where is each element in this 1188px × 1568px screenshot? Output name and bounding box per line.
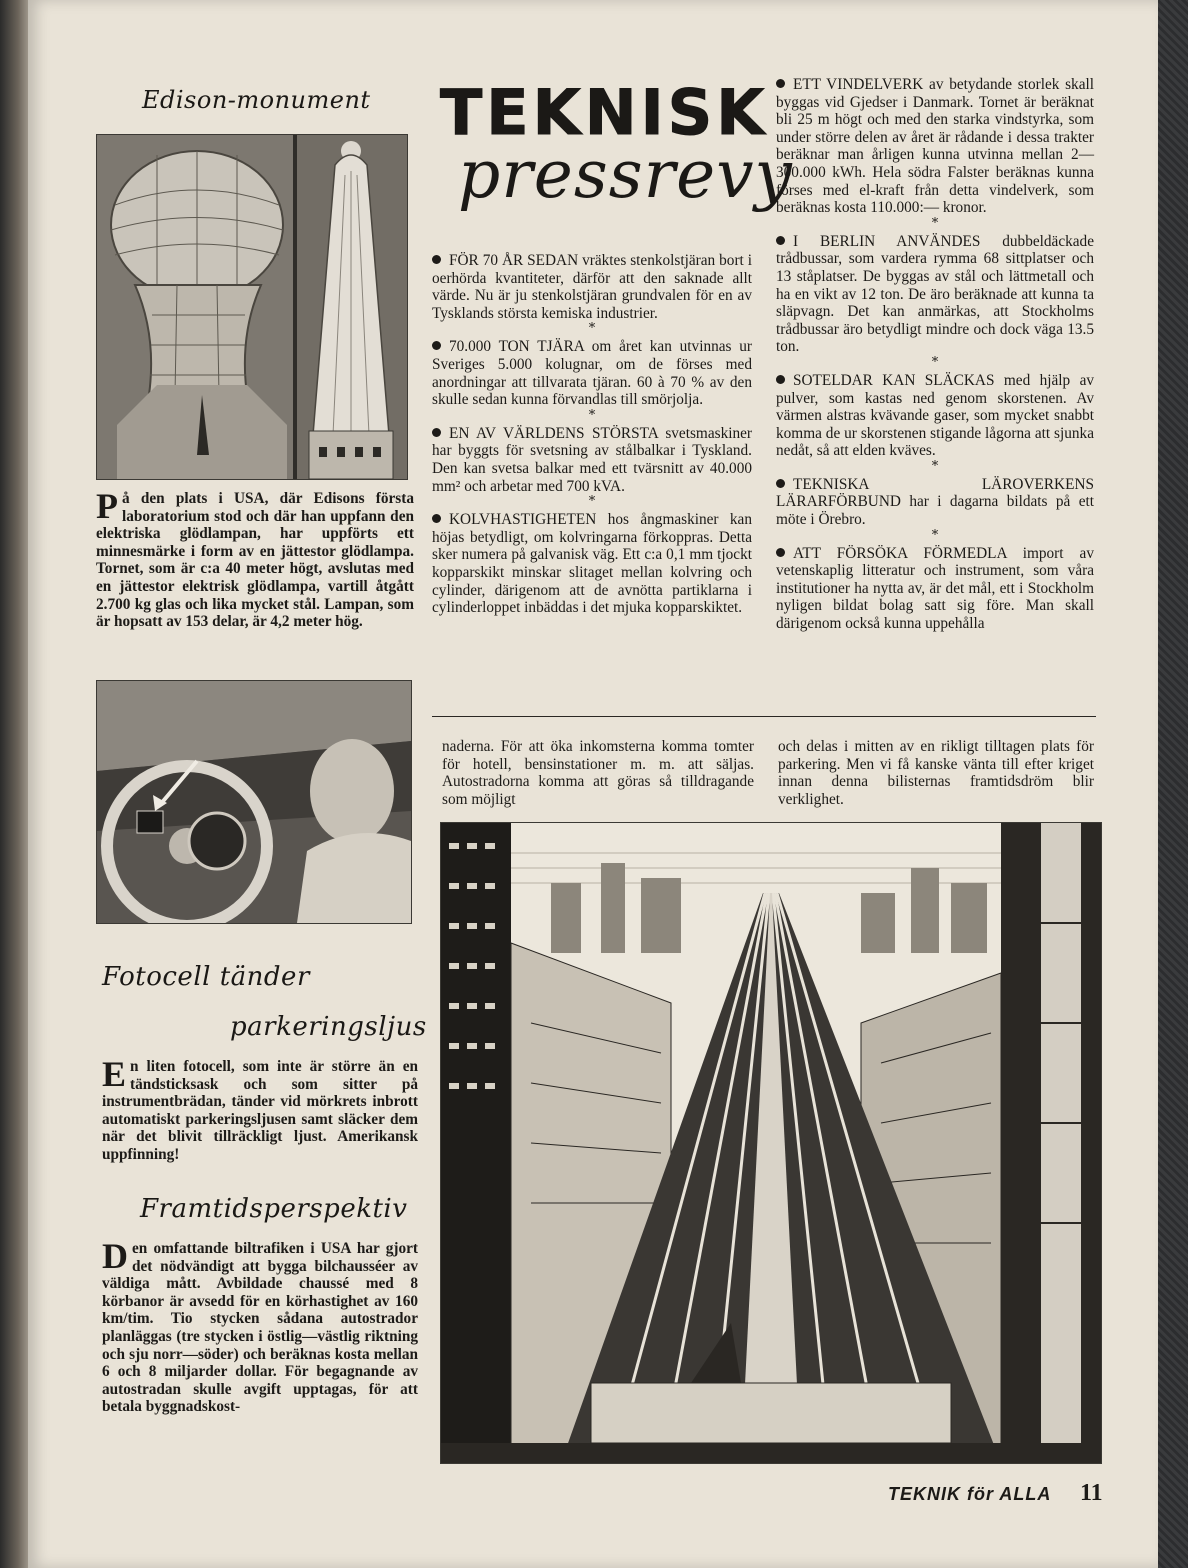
news-item — [432, 338, 752, 408]
news-lead: 70.000 TON TJÄRA — [449, 338, 584, 356]
masthead-title: TEKNISK — [440, 76, 769, 149]
edison-body: å den plats i USA, där Edisons första laboratorium stod och där han uppfann den elektriska glödlampan, har uppförts ett minnesmärke i form av en jättestor glödlampa. Tornet, som är c:a 40 meter högt, avslutas med en jättestor elektrisk glödlampa, vartill åtgått 2.700 kg glas och lika mycket stål. Lampan, som är hopsatt av 153 delar, är 4,2 meter hög. — [96, 490, 414, 631]
edison-dropcap: P — [96, 486, 118, 526]
fotocell-text — [102, 1054, 418, 1164]
framtid-dropcap: D — [102, 1236, 128, 1276]
news-lead: ATT FÖRSÖKA FÖRMEDLA — [793, 544, 1007, 562]
bullet-icon — [432, 341, 441, 350]
news-text: med hjälp av pulver, som kastas ned genom skorstenen. Av värmen alstras kvävande gaser, som mycket snabbt komma de ur skorstenen stigande lågorna att sjunka nedåt, så att elden kväves. — [776, 371, 1095, 460]
news-column-middle — [432, 252, 752, 617]
news-lead: TEKNISKA LÄROVERKENS LÄRARFÖRBUND — [776, 475, 1094, 511]
bullet-icon — [776, 479, 785, 488]
news-item — [776, 233, 1094, 356]
separator: * — [588, 407, 596, 423]
news-item — [776, 476, 1094, 529]
news-text: import av vetenskaplig litteratur och instrument, som våra institutioner ha nytta av, är det mål, ett i Stockholm nyligen bildat bolag satt sig före. Man skall därigenom också kunna uppehålla — [776, 544, 1094, 633]
masthead-subtitle: pressrevy — [458, 136, 793, 213]
framtid-text — [102, 1236, 418, 1416]
fotocell-title-line2: parkeringsljus — [230, 1012, 427, 1042]
fotocell-dropcap: E — [102, 1054, 127, 1094]
bullet-icon — [776, 236, 785, 245]
news-item — [776, 372, 1094, 460]
news-text: har i dagarna bildats på ett möte i Örebro. — [776, 493, 1094, 529]
news-item — [432, 252, 752, 322]
bullet-icon — [432, 428, 441, 437]
news-item — [432, 511, 752, 617]
bullet-icon — [776, 79, 785, 88]
news-text: hos ångmaskiner kan höjas betydligt, om kolvringarna förkoppras. Detta sker numera på galvanisk väg. Ett c:a 0,1 mm tjockt kopparskikt minskar slitaget mellan kolvring och cylinder, därigenom att de avnötta partiklarna i cylinderloppet inbäddas i det mjuka kopparskiktet. — [432, 511, 752, 617]
scan-left-edge — [0, 0, 30, 1568]
framtid-body: en omfattande biltrafiken i USA har gjort det nödvändigt att bygga bilchausséer av väldiga mått. Avbildade chaussé med 8 körbanor är avsedd för en körhastighet av 160 km/tim. Tio stycken sådana autostrador planläggas (tre stycken i östlig—västlig riktning och sju norr—söder) och beräknas kosta mellan 6 och 8 miljarder dollar. För begagnande av autostradan skulle avgift upptagas, för att betala byggnadskost- — [102, 1240, 418, 1416]
news-lead: SOTELDAR KAN SLÄCKAS — [793, 371, 995, 389]
bullet-icon — [432, 514, 441, 523]
bullet-icon — [432, 255, 441, 264]
news-text: vräktes stenkolstjäran bort i oerhörda kvantiteter, därför att den saknade allt värde. Nu är ju stenkolstjäran grundvalen för en av Tysklands största kemiska industrier. — [432, 252, 752, 322]
news-text: av betydande storlek skall byggas vid Gjedser i Danmark. Tornet är beräknat bli 25 m högt och med den starka vindstyrka, som under större delen av året är rådande i dessa trakter beräknar man årligen kunna utvinna mellan 2—300.000 kWh. Hela södra Falster beräknas kunna förses med el-kraft från detta vindelverk, som beräknas kosta 110.000:— kronor. — [776, 76, 1094, 217]
framtid-title: Framtidsperspektiv — [140, 1194, 408, 1224]
separator: * — [931, 458, 939, 474]
framtid-continuation-right: och delas i mitten av en rikligt tilltagen plats för parkering. Men vi få kanske vänta till efter kriget innan denna bilisternas framtidsdröm blir verklighet. — [778, 738, 1094, 808]
news-text: svetsmaskiner har byggts för svetsning av stålbalkar i Tyskland. Den kan svetsa balkar med ett tvärsnitt av 40.000 mm² och arbetar med 700 kVA. — [432, 424, 752, 495]
autostrada-drawing — [441, 823, 1101, 1463]
bullet-icon — [776, 375, 785, 384]
scan-background — [1158, 0, 1188, 1568]
edison-monument-photo — [96, 134, 408, 480]
framtid-continuation-middle: naderna. För att öka inkomsterna komma tomter för hotell, bensinstationer m. m. att säljas. Autostradorna komma att göras så tilldragande som möjligt — [442, 738, 754, 808]
news-lead: KOLVHASTIGHETEN — [449, 511, 597, 529]
column-rule — [432, 716, 1096, 717]
news-item — [776, 545, 1094, 633]
fotocell-body: n liten fotocell, som inte är större än en tändsticksask och som sitter på instrumentbrädan, tänder vid mörkrets inbrott automatiskt parkeringsljusen samt släcker dem när det blivit tillräckligt ljust. Amerikansk uppfinning! — [102, 1058, 418, 1163]
news-lead: I BERLIN ANVÄNDES — [793, 232, 981, 250]
news-column-right — [776, 76, 1094, 633]
bullet-icon — [776, 548, 785, 557]
edison-title: Edison-monument — [142, 86, 371, 114]
news-lead: ETT VINDELVERK — [793, 76, 924, 93]
news-lead: EN AV VÄRLDENS STÖRSTA — [449, 424, 658, 442]
news-item — [776, 76, 1094, 217]
edison-text — [96, 486, 414, 631]
separator: * — [931, 354, 939, 370]
news-item — [432, 425, 752, 495]
edison-monument-illustration — [97, 135, 407, 479]
news-text: dubbeldäckade trådbussar, som vardera rymma 68 sittplatser och 13 ståplatser. De byggas av stål och lättmetall och ha en vikt av 12 ton. De äro beräknade att kunna ta släpvagn. Det kan anmärkas, att Stockholms trådbussar äro betydligt mindre och dock väga 13.5 ton. — [776, 232, 1094, 356]
separator: * — [931, 215, 939, 231]
news-text: om året kan utvinnas ur Sveriges 5.000 kolugnar, om de förses med anordningar att tillvarata tjäran. 60 à 70 % av den skulle sedan kunna förvandlas till smörjolja. — [432, 338, 752, 409]
dashboard-photo — [96, 680, 412, 924]
separator: * — [588, 321, 596, 337]
separator: * — [588, 494, 596, 510]
dashboard-illustration — [97, 681, 411, 923]
news-lead: FÖR 70 ÅR SEDAN — [449, 252, 579, 269]
magazine-page — [28, 0, 1158, 1568]
separator: * — [931, 527, 939, 543]
footer-brand: TEKNIK för ALLA — [888, 1484, 1052, 1504]
autostrada-illustration — [440, 822, 1102, 1464]
page-number: 11 — [1080, 1480, 1103, 1506]
fotocell-title-line1: Fotocell tänder — [102, 962, 310, 992]
